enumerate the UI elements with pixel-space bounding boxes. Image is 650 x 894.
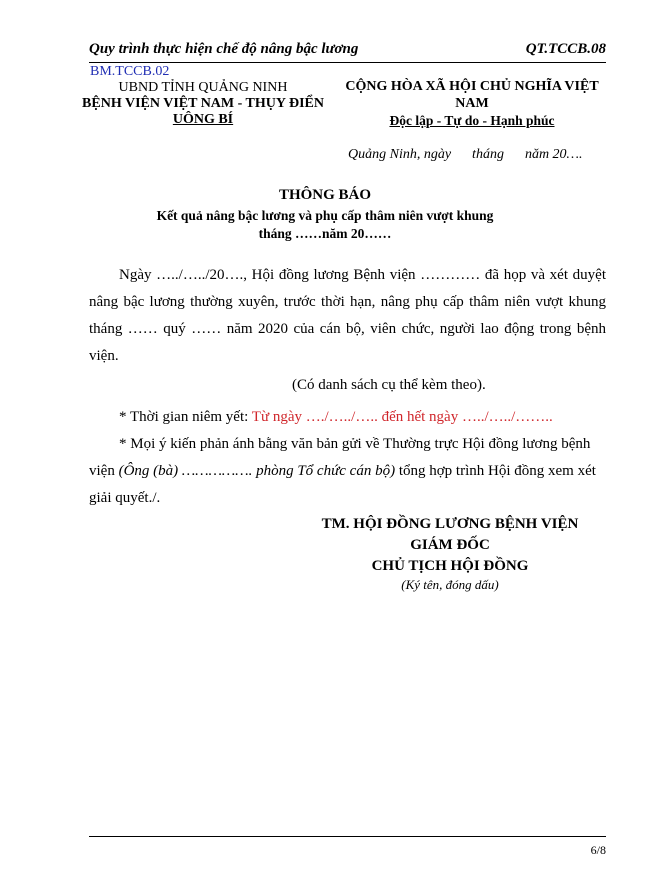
posting-time-value: Từ ngày …./…../….. đến hết ngày …../…../…….. [251,409,553,425]
org-hospital: BỆNH VIỆN VIỆT NAM - THỤY ĐIỂN [82,96,324,111]
national-header [336,78,608,129]
national-motto: Độc lập - Tự do - Hạnh phúc [389,113,555,128]
signature-chairman: CHỦ TỊCH HỘI ĐỒNG [371,558,529,574]
signature-director: GIÁM ĐỐC [410,537,490,553]
national-name: CỘNG HÒA XÃ HỘI CHỦ NGHĨA VIỆT NAM [345,79,599,111]
attachment-note: (Có danh sách cụ thể kèm theo). [292,377,486,393]
document-subtitle [0,207,650,243]
process-code: QT.TCCB.08 [525,41,606,57]
feedback-contact: (Ông (bà) ……………. phòng Tổ chức cán bộ) [118,463,396,479]
org-location-text: UÔNG BÍ [172,112,234,127]
footer-divider [89,836,606,837]
posting-time-label: * Thời gian niêm yết: [119,409,252,425]
org-province: UBND TỈNH QUẢNG NINH [118,80,288,95]
signature-note: (Ký tên, đóng dấu) [401,577,499,592]
paragraph-meeting [89,262,606,370]
process-title: Quy trình thực hiện chế độ nâng bậc lương [89,41,359,57]
page-number: 6/8 [590,843,606,857]
feedback-text-end: tổng hợp trình Hội đồng xem xét giải quyết./. [89,463,596,506]
signature-block [300,514,600,593]
org-location [80,112,326,128]
organization-block [80,80,326,128]
date-line: Quảng Ninh, ngày tháng năm 20…. [348,147,583,162]
document-title: THÔNG BÁO [278,187,372,203]
header-divider [89,62,606,63]
subtitle-line-1: Kết quả nâng bậc lương và phụ cấp thâm niên vượt khung [156,208,494,223]
paragraph-meeting-text: Ngày …../…../20…., Hội đồng lương Bệnh viện ………… đã họp và xét duyệt nâng bậc lương thường xuyên, trước thời hạn, nâng phụ cấp thâm niên vượt khung tháng …… quý …… năm 2020 của cán bộ, viên chức, người lao động trong bệnh viện. [89,267,606,364]
signature-council: TM. HỘI ĐỒNG LƯƠNG BỆNH VIỆN [321,516,579,532]
paragraph-feedback [89,431,606,512]
subtitle-line-2: tháng ……năm 20…… [258,226,392,241]
form-code: BM.TCCB.02 [90,64,170,79]
paragraph-posting-time [89,404,606,431]
feedback-text-start: * Mọi ý kiến phản ánh bằng văn bản gửi về Thường trực Hội đồng lương bệnh viện [89,436,591,479]
